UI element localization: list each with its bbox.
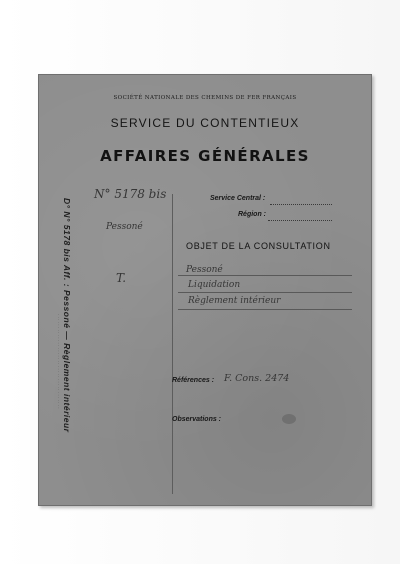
service-central-label: Service Central : [210,195,266,202]
objet-rule-3 [178,309,352,310]
spine-strip [50,192,74,492]
handwritten-left-mark: T. [116,271,127,285]
handwritten-objet-line-2: Liquidation [188,280,241,290]
column-divider [172,194,173,494]
objet-heading: OBJET DE LA CONSULTATION [186,241,331,251]
handwritten-objet-line-1: Pessoné [186,265,223,275]
handwritten-references: F. Cons. 2474 [224,373,290,384]
region-label: Région : [238,211,266,218]
handwritten-objet-line-3: Règlement intérieur [188,296,281,306]
spine-file-reference: D° N° 5178 bis Aff. : Pessoné — Règlement intérieur [62,198,72,433]
region-line [268,220,332,221]
service-title: SERVICE DU CONTENTIEUX [110,116,300,130]
handwritten-left-name: Pessoné [106,222,143,232]
spine-fine-print: · · · · · · · · · · · · · · · · · · · · · · · · · · · · · · · · · · · · · [56,314,60,409]
affaires-generales-title: AFFAIRES GÉNÉRALES [100,147,310,165]
observations-label: Observations : [172,416,222,423]
paper-stain [282,414,296,424]
societe-header: SOCIÉTÉ NATIONALE DES CHEMINS DE FER FRANÇAIS [113,95,297,101]
references-label: Références : [172,377,215,384]
objet-rule-2 [178,292,352,293]
handwritten-file-number: N° 5178 bis [94,187,167,201]
objet-rule-1 [178,275,352,276]
service-central-line [270,204,332,205]
document-folder-cover [38,74,372,506]
